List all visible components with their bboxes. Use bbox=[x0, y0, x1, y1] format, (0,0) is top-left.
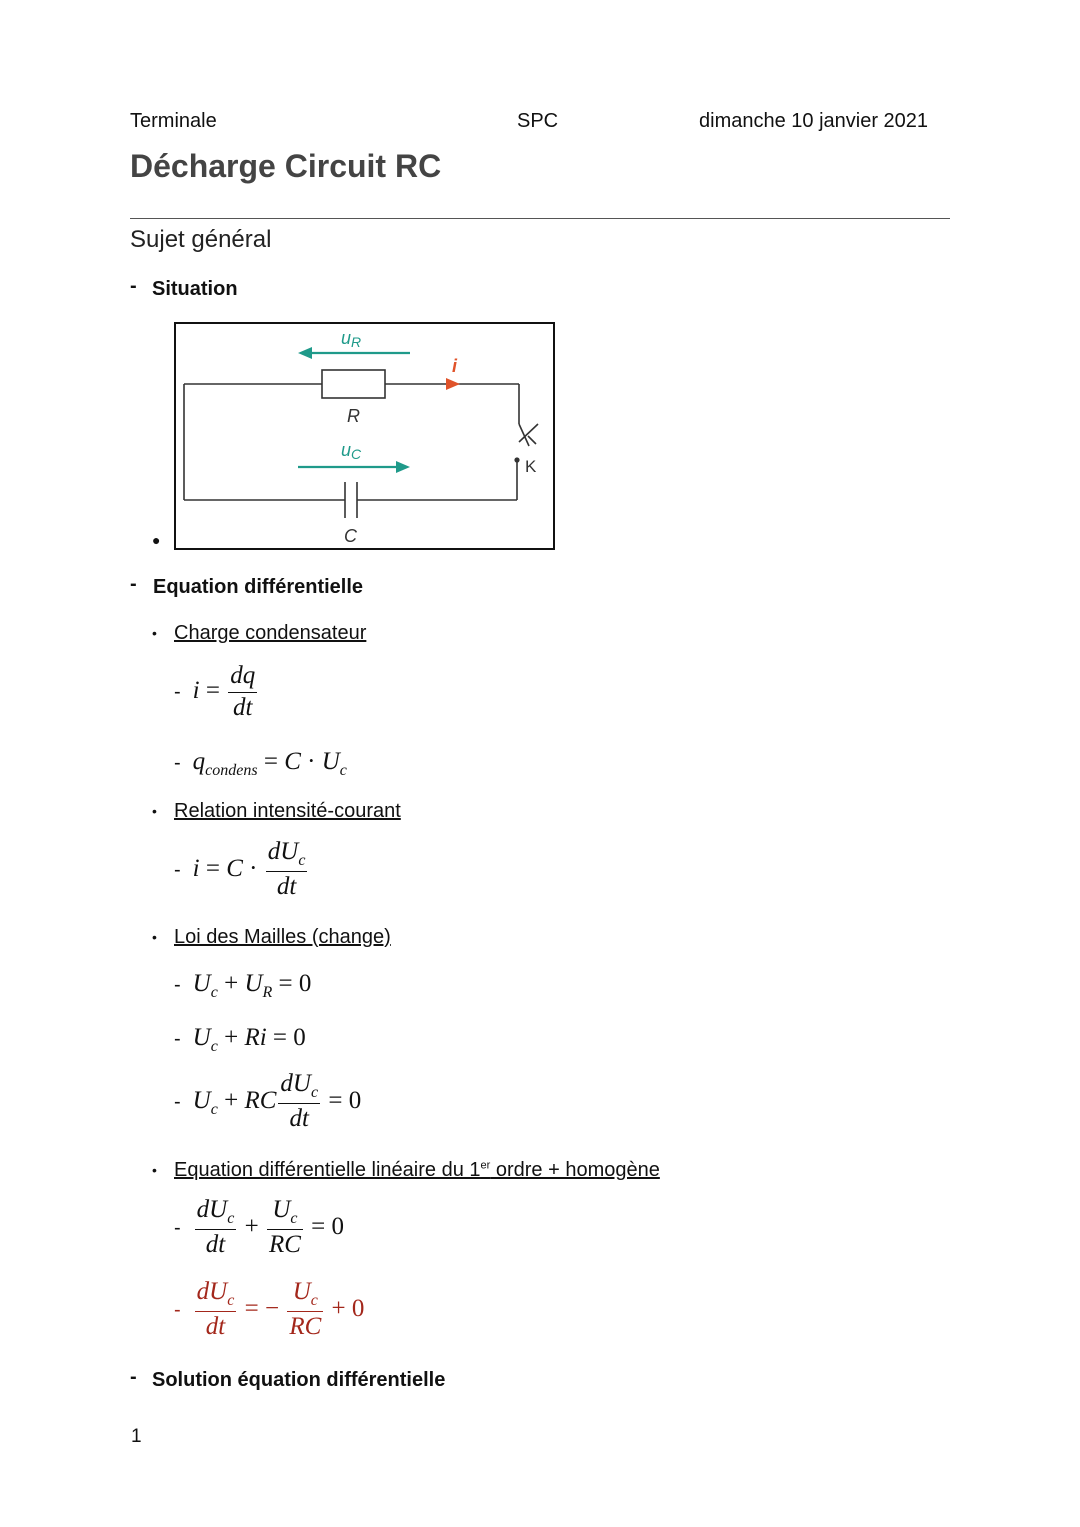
label-K: K bbox=[525, 457, 537, 476]
bullet-eqdiff-lineaire: Equation différentielle linéaire du 1er ordre + homogène bbox=[174, 1159, 660, 1181]
header-left: Terminale bbox=[130, 110, 217, 132]
equation-mailles-2: - $U_c + Ri = 0$ bbox=[174, 1024, 306, 1055]
bullet-charge-condensateur: Charge condensateur bbox=[174, 622, 367, 644]
divider bbox=[130, 218, 950, 219]
circuit-svg bbox=[176, 324, 553, 548]
equation-i-dq-dt: - i = $\frac{dq}{dt}$ bbox=[174, 662, 256, 721]
switch-contact bbox=[514, 457, 519, 462]
current-arrow-head bbox=[446, 378, 460, 390]
bullet-dot: ● bbox=[152, 532, 161, 548]
equation-q-condens: - $q_{condens} = C \cdot U_c$ bbox=[174, 748, 347, 779]
equation-mailles-1: - $U_c + U_R = 0$ bbox=[174, 970, 312, 1001]
bullet-dot: • bbox=[152, 929, 157, 945]
equation-homogene: - $\frac{dU_c}{dt}$ + $\frac{U_c}{RC}$ = 0 bbox=[174, 1196, 345, 1259]
header-center: SPC bbox=[517, 110, 559, 132]
section-situation-label: Situation bbox=[152, 278, 238, 300]
uC-arrow-head bbox=[396, 461, 410, 473]
label-uC: uC bbox=[341, 440, 362, 462]
section-equation: - Equation différentielle bbox=[130, 573, 364, 598]
bullet-relation: Relation intensité-courant bbox=[174, 800, 401, 822]
section-solution: - Solution équation différentielle bbox=[130, 1366, 446, 1391]
switch-cross-b bbox=[528, 436, 536, 444]
equation-mailles-3: - $U_c$ + RC $\frac{dU_c}{dt}$ = 0 bbox=[174, 1070, 362, 1133]
header-date: dimanche 10 janvier 2021 bbox=[699, 110, 929, 132]
label-uR: uR bbox=[341, 328, 362, 350]
switch-cross-a bbox=[519, 424, 538, 442]
circuit-diagram bbox=[174, 322, 555, 550]
section-solution-label: Solution équation différentielle bbox=[152, 1369, 446, 1391]
equation-homogene-red: - $\frac{dU_c}{dt}$ = − $\frac{U_c}{RC}$ + 0 bbox=[174, 1278, 365, 1341]
page-title: Décharge Circuit RC bbox=[130, 148, 442, 184]
page-number: 1 bbox=[131, 1426, 142, 1447]
equation-i-c-duc: - i = C · $\frac{dU_c}{dt}$ bbox=[174, 838, 306, 901]
uR-arrow-head bbox=[298, 347, 312, 359]
section-equation-label: Equation différentielle bbox=[153, 576, 364, 598]
bullet-dot: • bbox=[152, 803, 157, 819]
label-i: i bbox=[452, 356, 458, 376]
subject-heading: Sujet général bbox=[130, 226, 272, 253]
label-C: C bbox=[344, 526, 357, 546]
resistor bbox=[322, 370, 385, 398]
bullet-dot: • bbox=[152, 1162, 157, 1178]
bullet-dot: • bbox=[152, 625, 157, 641]
section-situation: - Situation bbox=[130, 275, 238, 300]
bullet-loi-mailles: Loi des Mailles (change) bbox=[174, 926, 391, 948]
label-R: R bbox=[347, 406, 360, 426]
